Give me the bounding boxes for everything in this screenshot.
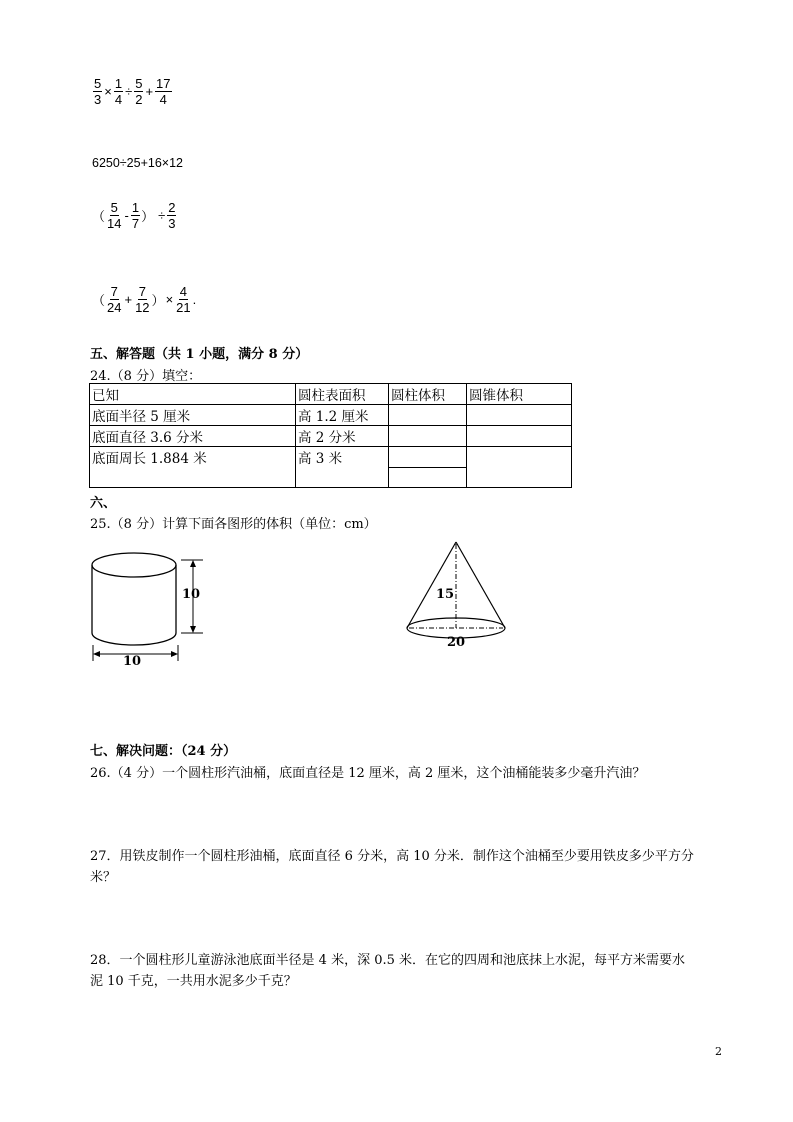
expression-1 (92, 76, 173, 107)
fill-table (89, 383, 572, 488)
fraction: $\frac{2}{3}$ (168, 200, 176, 231)
fraction: $\frac{7}{24}$ (107, 284, 122, 315)
question-24: 24.（8 分）填空： (90, 369, 202, 384)
answer-cell[interactable] (467, 447, 572, 488)
operator: × (165, 292, 174, 307)
expression-3: （ $\frac{5}{14}$ - $\frac{1}{7}$ ） ÷ $\frac{2}{3}$ (92, 200, 176, 231)
table-cell: 高 1.2 厘米 (296, 405, 389, 426)
fraction: $\frac{5}{14}$ (107, 200, 122, 231)
table-header: 已知 (90, 384, 296, 405)
table-header: 圆柱体积 (389, 384, 467, 405)
table-cell: 底面直径 3.6 分米 (90, 426, 296, 447)
table-header: 圆锥体积 (467, 384, 572, 405)
arrow-down-icon (190, 626, 196, 633)
table-header: 圆柱表面积 (296, 384, 389, 405)
arrow-right-icon (171, 651, 178, 657)
table-row (90, 447, 572, 468)
cylinder-height-label: 10 (182, 587, 201, 602)
arrow-left-icon (93, 651, 100, 657)
fraction: $\frac{1}{4}$ (114, 76, 123, 107)
question-27-line-1: 27．用铁皮制作一个圆柱形油桶，底面直径 6 分米，高 10 分米．制作这个油桶至少要用铁皮多少平方分 (90, 849, 694, 864)
table-cell: 高 2 分米 (296, 426, 389, 447)
question-28-line-1: 28．一个圆柱形儿童游泳池底面半径是 4 米，深 0.5 米．在它的四周和池底抹上水泥，每平方米需要水 (90, 953, 686, 968)
cylinder-figure (85, 545, 215, 675)
fraction: $\frac{1}{7}$ (131, 200, 140, 231)
table-cell: 底面周长 1.884 米 (90, 447, 296, 488)
operator: + (124, 292, 133, 307)
section-5-heading: 五、解答题（共 1 小题，满分 8 分） (90, 347, 309, 362)
answer-cell[interactable] (389, 426, 467, 447)
section-7-heading: 七、解决问题：（24 分） (90, 744, 237, 759)
fraction: $\frac{5}{3}$ (94, 76, 102, 107)
page-number: 2 (715, 1045, 722, 1058)
arrow-up-icon (190, 560, 196, 567)
cylinder-top (92, 553, 176, 577)
table-header-row (90, 384, 572, 405)
answer-cell[interactable] (389, 467, 467, 488)
cylinder-width-label: 10 (123, 654, 142, 669)
cone-left-edge (407, 542, 456, 628)
cone-right-edge (456, 542, 505, 628)
cone-height-label: 15 (436, 587, 455, 602)
cone-figure (400, 535, 515, 655)
answer-cell[interactable] (467, 426, 572, 447)
operator: × (104, 84, 112, 99)
table-row (90, 405, 572, 426)
table-cell: 高 3 米 (296, 447, 389, 488)
fraction: $\frac{4}{21}$ (176, 284, 191, 315)
answer-cell[interactable] (389, 405, 467, 426)
fraction: $\frac{5}{2}$ (135, 76, 143, 107)
question-28-line-2: 泥 10 千克，一共用水泥多少千克？ (90, 974, 297, 989)
fraction: $\frac{17}{4}$ (156, 76, 171, 107)
question-26: 26.（4 分）一个圆柱形汽油桶，底面直径是 12 厘米，高 2 厘米，这个油桶能装多少毫升汽油？ (90, 766, 646, 781)
question-27-line-2: 米？ (90, 870, 117, 885)
fraction: $\frac{7}{12}$ (135, 284, 150, 315)
answer-cell[interactable] (389, 447, 467, 468)
section-6-heading: 六、 (90, 496, 117, 511)
answer-cell[interactable] (467, 405, 572, 426)
operator: ÷ (125, 84, 133, 99)
table-row (90, 426, 572, 447)
operator: - (124, 208, 129, 223)
expression-2: 6250÷25+16×12 (92, 156, 183, 170)
cylinder-bottom (92, 633, 176, 645)
expression-4: （ $\frac{7}{24}$ + $\frac{7}{12}$ ） × $\frac{4}{21}$ . (92, 284, 197, 315)
operator: + (145, 84, 154, 99)
cone-diameter-label: 20 (447, 635, 466, 650)
operator: ÷ (158, 208, 166, 223)
table-cell: 底面半径 5 厘米 (90, 405, 296, 426)
question-25: 25.（8 分）计算下面各图形的体积（单位：cm） (90, 517, 377, 532)
